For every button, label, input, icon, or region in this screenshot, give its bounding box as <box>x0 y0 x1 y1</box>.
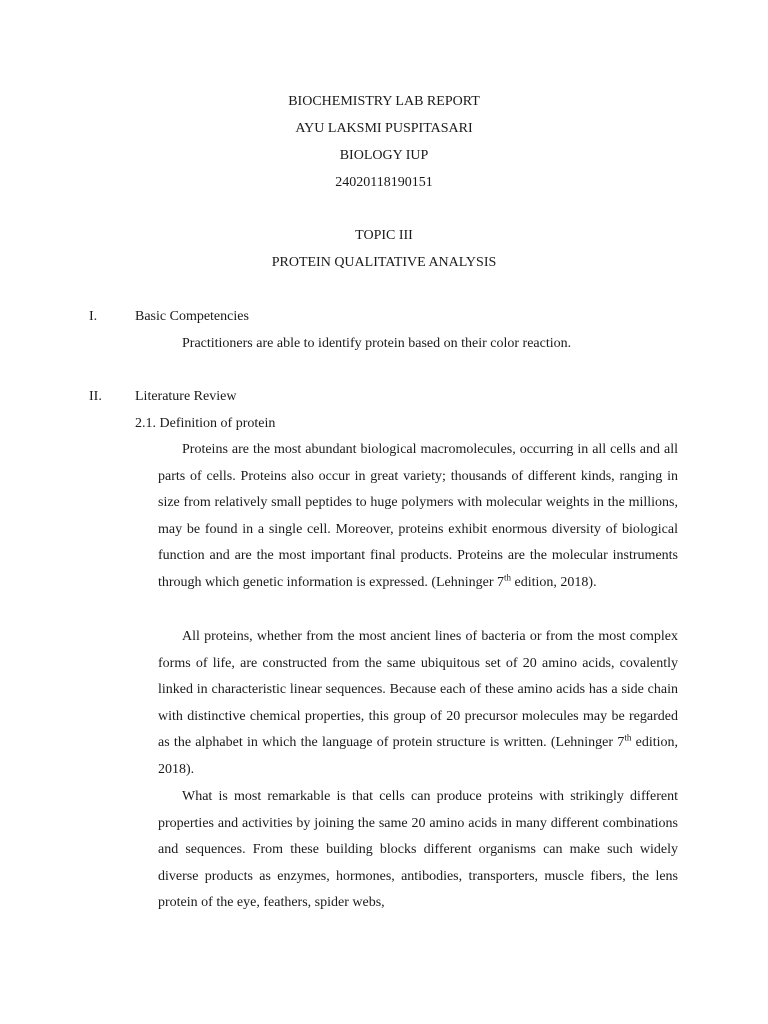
paragraph-2-citation-tail: edition, 2018). <box>158 735 678 777</box>
paragraph-amino-acids <box>158 624 678 784</box>
paragraph-1-citation-tail: edition, 2018). <box>511 574 597 590</box>
section-1-body: Practitioners are able to identify protein based on their color reaction. <box>182 336 572 351</box>
paragraph-protein-diversity: What is most remarkable is that cells can produce proteins with strikingly different properties and activities by joining the same 20 amino acids in many different combinations and sequences. From these building blocks different organisms can make such widely diverse products as enzymes, hormones, antibodies, transporters, muscle fibers, the lens protein of the eye, feathers, spider webs, <box>158 789 678 911</box>
subsection-2-1-heading: 2.1. Definition of protein <box>135 416 276 431</box>
topic-title: PROTEIN QUALITATIVE ANALYSIS <box>271 255 497 270</box>
section-2-heading: Literature Review <box>135 389 237 404</box>
section-1-numeral: I. <box>89 309 98 324</box>
program-name: BIOLOGY IUP <box>339 148 429 163</box>
topic-number: TOPIC III <box>355 228 413 243</box>
paragraph-protein-definition <box>158 437 678 597</box>
paragraph-1-superscript: th <box>504 572 512 583</box>
section-1-heading: Basic Competencies <box>135 309 249 324</box>
report-title: BIOCHEMISTRY LAB REPORT <box>288 94 480 109</box>
paragraph-2-text: All proteins, whether from the most ancient lines of bacteria or from the most complex forms of life, are constructed from the same ubiquitous set of 20 amino acids, covalently linked in characteristic linear sequences. Because each of these amino acids has a side chain with distinctive chemical properties, this group of 20 precursor molecules may be regarded as the alphabet in which the language of protein structure is written. (Lehninger 7 <box>158 629 678 751</box>
paragraph-1-text: Proteins are the most abundant biological macromolecules, occurring in all cells and all parts of cells. Proteins also occur in great variety; thousands of different kinds, ranging in size from relatively small peptides to huge polymers with molecular weights in the millions, may be found in a single cell. Moreover, proteins exhibit enormous diversity of biological function and are the most important final products. Proteins are the molecular instruments through which genetic information is expressed. (Lehninger 7 <box>158 442 678 590</box>
section-2-numeral: II. <box>89 389 102 404</box>
paragraph-2-superscript: th <box>624 732 632 743</box>
student-id: 24020118190151 <box>335 175 433 190</box>
author-name: AYU LAKSMI PUSPITASARI <box>295 121 473 136</box>
